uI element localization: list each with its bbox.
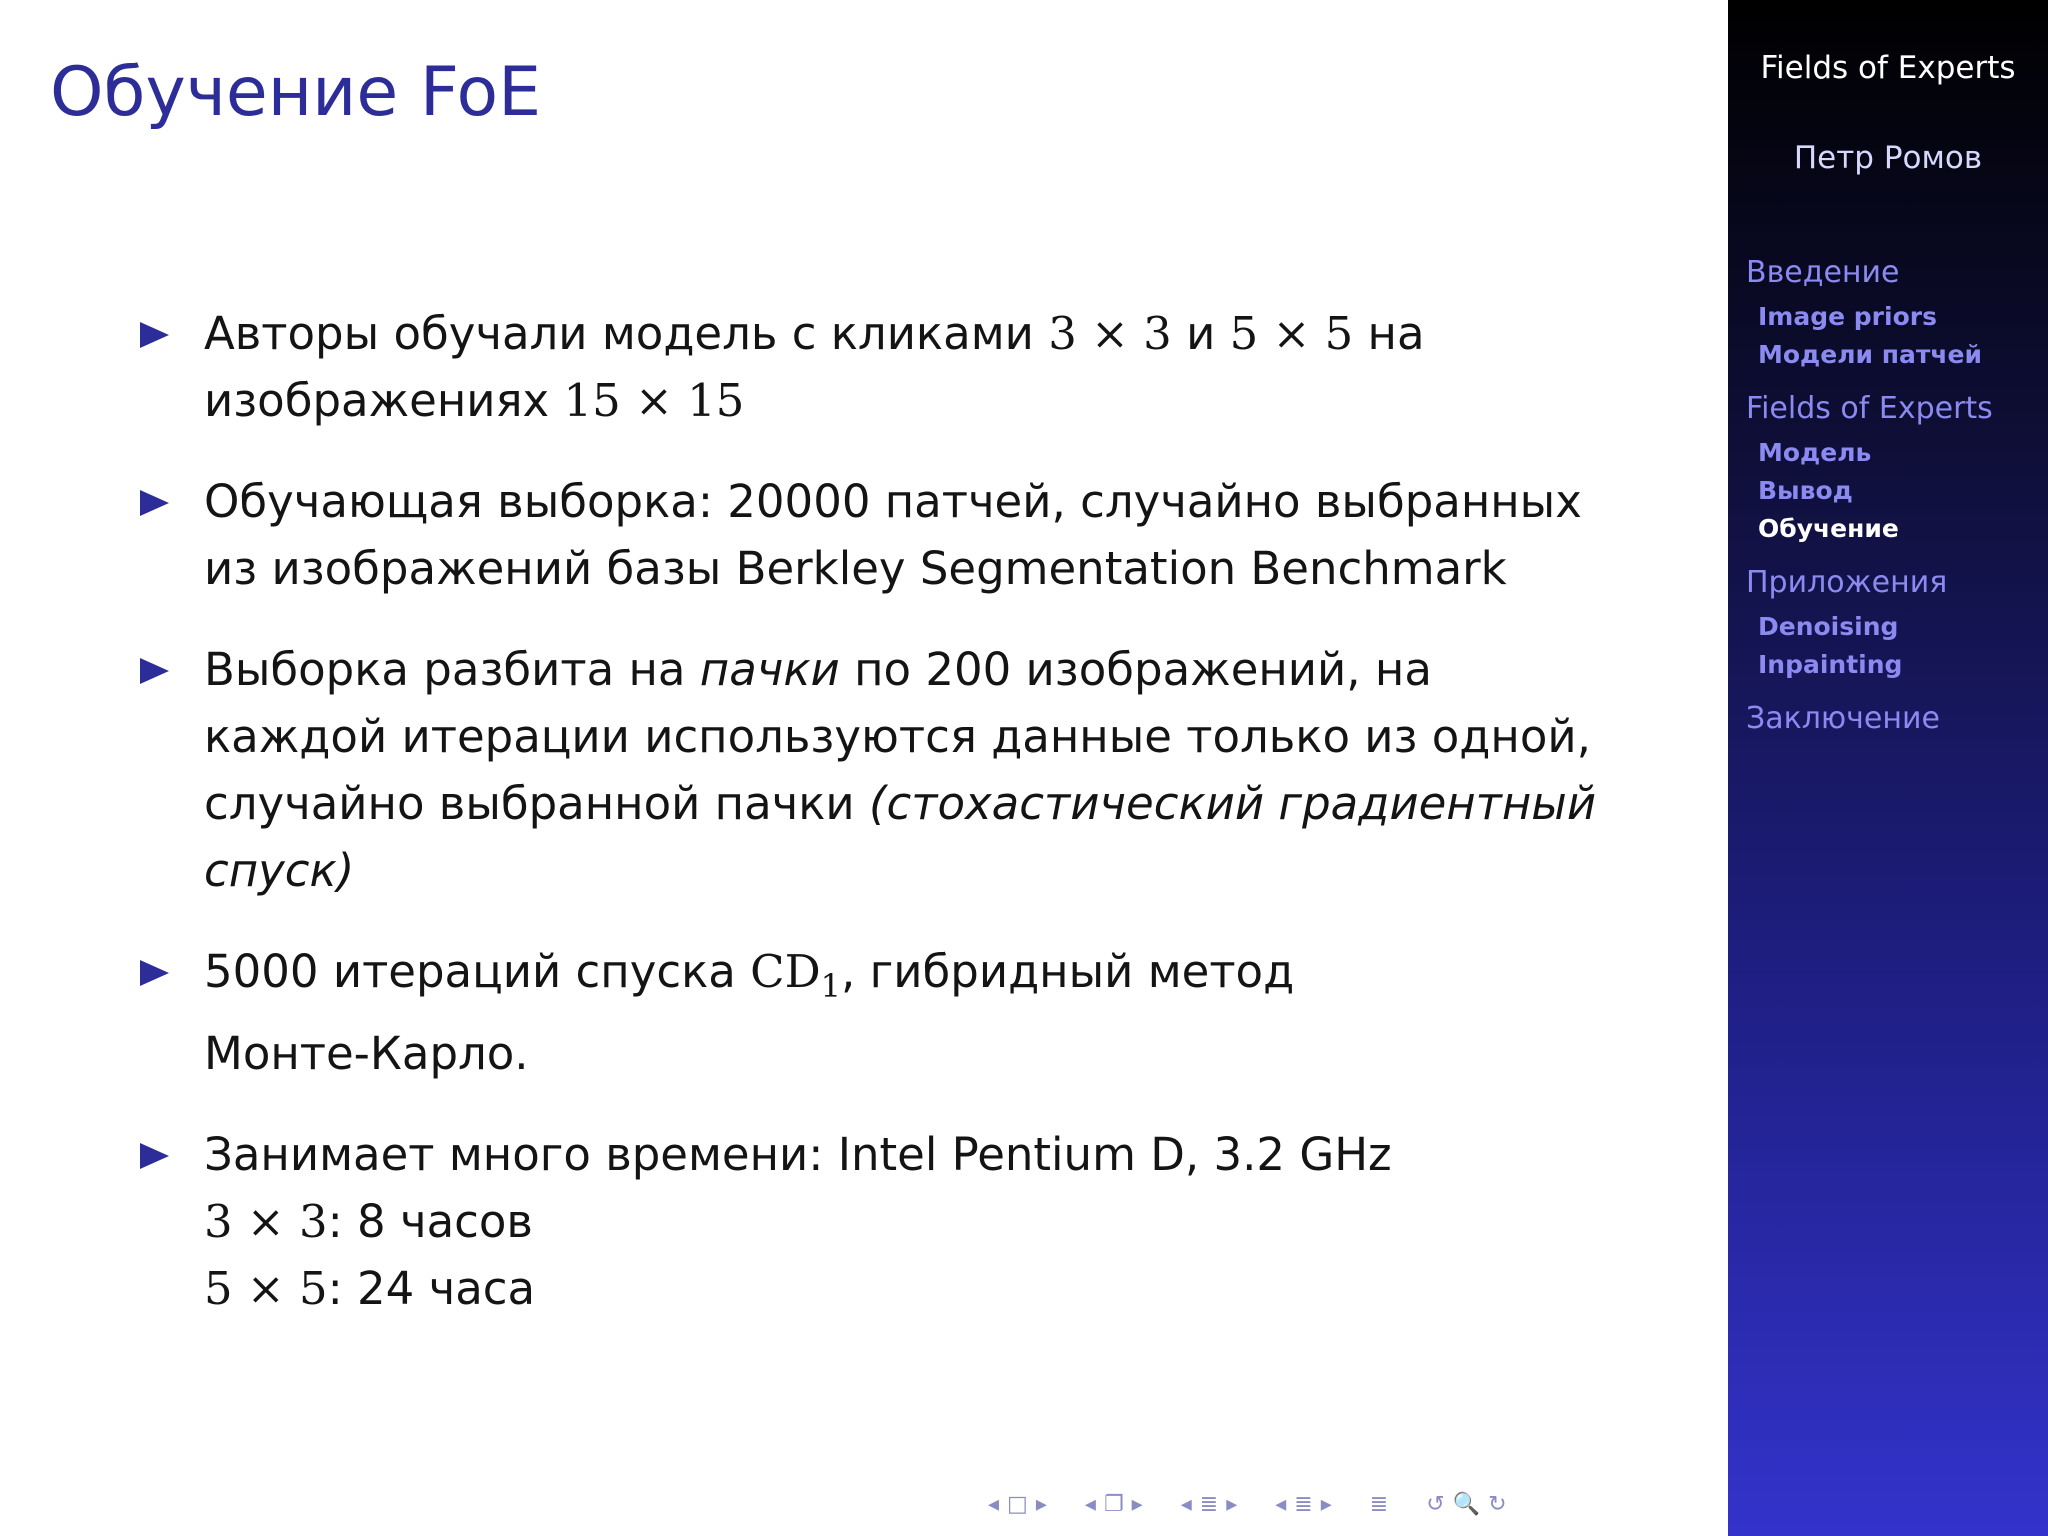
- sidebar: [1728, 0, 2048, 1536]
- toc-subsection-list: [1746, 434, 2046, 548]
- bullet-list: [138, 300, 1638, 1356]
- slide-title: Обучение FoE: [50, 53, 542, 132]
- bullet-line: [204, 367, 1638, 434]
- bullet-item: [138, 300, 1638, 434]
- bullet-text: на: [1353, 307, 1425, 360]
- bullet-line: [204, 300, 1638, 367]
- nav-glyph-icon[interactable]: ≣: [1199, 1492, 1219, 1517]
- nav-glyph-icon[interactable]: ◂: [1275, 1492, 1287, 1517]
- toc-subsection-link[interactable]: Inpainting: [1758, 650, 1903, 679]
- bullet-item: [138, 1121, 1638, 1322]
- nav-glyph-icon[interactable]: ❐: [1103, 1492, 1124, 1517]
- bullet-triangle-icon: [140, 490, 169, 516]
- bullet-text: Монте-Карло.: [204, 1027, 529, 1080]
- bullet-text: каждой итерации используются данные только из одной,: [204, 710, 1591, 763]
- subsection-nav-icon[interactable]: [1081, 1488, 1147, 1522]
- bullet-text: Авторы обучали модель с кликами: [204, 307, 1049, 360]
- toc-subsection-list: [1746, 608, 2046, 684]
- math-subscript: 1: [820, 967, 842, 1005]
- bullet-line: [204, 938, 1638, 1020]
- sidebar-presentation-title[interactable]: Fields of Experts: [1760, 50, 2016, 86]
- bullet-text: по 200 изображений, на: [839, 643, 1432, 696]
- nav-glyph-icon[interactable]: ▸: [1131, 1492, 1143, 1517]
- toc-subsection-link[interactable]: Модели патчей: [1758, 340, 1982, 369]
- math-expression: 3 × 3: [204, 1195, 328, 1248]
- bullet-line: [204, 1121, 1638, 1188]
- bullet-triangle-icon: [140, 960, 169, 986]
- frame-nav-icon[interactable]: [984, 1488, 1051, 1522]
- beamer-navigation-bar: [984, 1488, 1541, 1522]
- bullet-line: [204, 703, 1638, 770]
- section-nav-icon[interactable]: [1177, 1488, 1242, 1522]
- nav-glyph-icon[interactable]: 🔍: [1452, 1492, 1481, 1517]
- toc-section-link[interactable]: Введение: [1746, 255, 1900, 290]
- toc-section: [1746, 698, 2046, 740]
- math-expression: 15 × 15: [563, 374, 745, 427]
- bullet-text: : 8 часов: [327, 1195, 533, 1248]
- bullet-text: Выборка разбита на: [204, 643, 700, 696]
- toc-section: [1746, 388, 2046, 548]
- bullet-triangle-icon: [140, 658, 169, 684]
- bullet-text: и: [1171, 307, 1230, 360]
- emphasized-text: (стохастический градиентный: [868, 777, 1597, 830]
- bullet-line: [204, 468, 1638, 535]
- toc-subsection-link[interactable]: Модель: [1758, 438, 1872, 467]
- nav-glyph-icon[interactable]: ↻: [1488, 1492, 1507, 1517]
- toc-section: [1746, 252, 2046, 374]
- bullet-item: [138, 636, 1638, 904]
- nav-glyph-icon[interactable]: ▸: [1035, 1492, 1047, 1517]
- emphasized-text: пачки: [699, 643, 840, 696]
- bullet-line: [204, 636, 1638, 703]
- bullet-text: изображениях: [204, 374, 564, 427]
- bullet-text: Занимает много времени: Intel Pentium D, 3.2 GHz: [204, 1128, 1392, 1181]
- bullet-line: [204, 837, 1638, 904]
- nav-glyph-icon[interactable]: ◂: [1084, 1492, 1096, 1517]
- bullet-line: [204, 1020, 1638, 1087]
- table-of-contents: [1746, 252, 2046, 754]
- toc-subsection-list: [1746, 298, 2046, 374]
- bullet-text: , гибридный метод: [841, 945, 1295, 998]
- nav-glyph-icon[interactable]: ▸: [1226, 1492, 1238, 1517]
- bullet-item: [138, 938, 1638, 1087]
- nav-glyph-icon[interactable]: ▸: [1320, 1492, 1332, 1517]
- math-expression: 3 × 3: [1048, 307, 1172, 360]
- toc-section-link[interactable]: Заключение: [1746, 701, 1940, 736]
- bullet-line: [204, 535, 1638, 602]
- bullet-line: [204, 770, 1638, 837]
- toc-subsection-link-active[interactable]: Обучение: [1758, 514, 1899, 543]
- bullet-text: случайно выбранной пачки: [204, 777, 869, 830]
- math-expression: 5 × 5: [204, 1262, 328, 1315]
- bullet-text: 5000 итераций спуска: [204, 945, 751, 998]
- bullet-triangle-icon: [140, 322, 169, 348]
- search-back-icon[interactable]: [1422, 1488, 1510, 1522]
- bullet-triangle-icon: [140, 1143, 169, 1169]
- bullet-line: [204, 1188, 1638, 1255]
- appendix-nav-icon[interactable]: [1366, 1488, 1392, 1522]
- bullet-line: [204, 1255, 1638, 1322]
- toc-section: [1746, 562, 2046, 684]
- nav-glyph-icon[interactable]: ◂: [1180, 1492, 1192, 1517]
- nav-glyph-icon[interactable]: ≣: [1294, 1492, 1313, 1517]
- bullet-text: из изображений базы Berkley Segmentation Benchmark: [204, 542, 1507, 595]
- bullet-text: : 24 часа: [327, 1262, 536, 1315]
- nav-glyph-icon[interactable]: ◂: [988, 1492, 1000, 1517]
- emphasized-text: спуск): [204, 844, 355, 897]
- math-expression: 5 × 5: [1229, 307, 1354, 360]
- nav-glyph-icon[interactable]: ↺: [1426, 1492, 1445, 1517]
- toc-section-link[interactable]: Fields of Experts: [1746, 391, 1993, 426]
- toc-section-link[interactable]: Приложения: [1746, 565, 1948, 600]
- sidebar-author[interactable]: Петр Ромов: [1793, 140, 1983, 176]
- nav-glyph-icon[interactable]: ≣: [1369, 1492, 1389, 1517]
- toc-subsection-link[interactable]: Вывод: [1758, 476, 1853, 505]
- toc-subsection-link[interactable]: Denoising: [1758, 612, 1899, 641]
- bullet-item: [138, 468, 1638, 602]
- document-nav-icon[interactable]: [1271, 1488, 1336, 1522]
- nav-glyph-icon[interactable]: □: [1007, 1492, 1028, 1517]
- math-expression: CD: [750, 945, 821, 998]
- toc-subsection-link[interactable]: Image priors: [1758, 302, 1937, 331]
- bullet-text: Обучающая выборка: 20000 патчей, случайно выбранных: [204, 475, 1582, 528]
